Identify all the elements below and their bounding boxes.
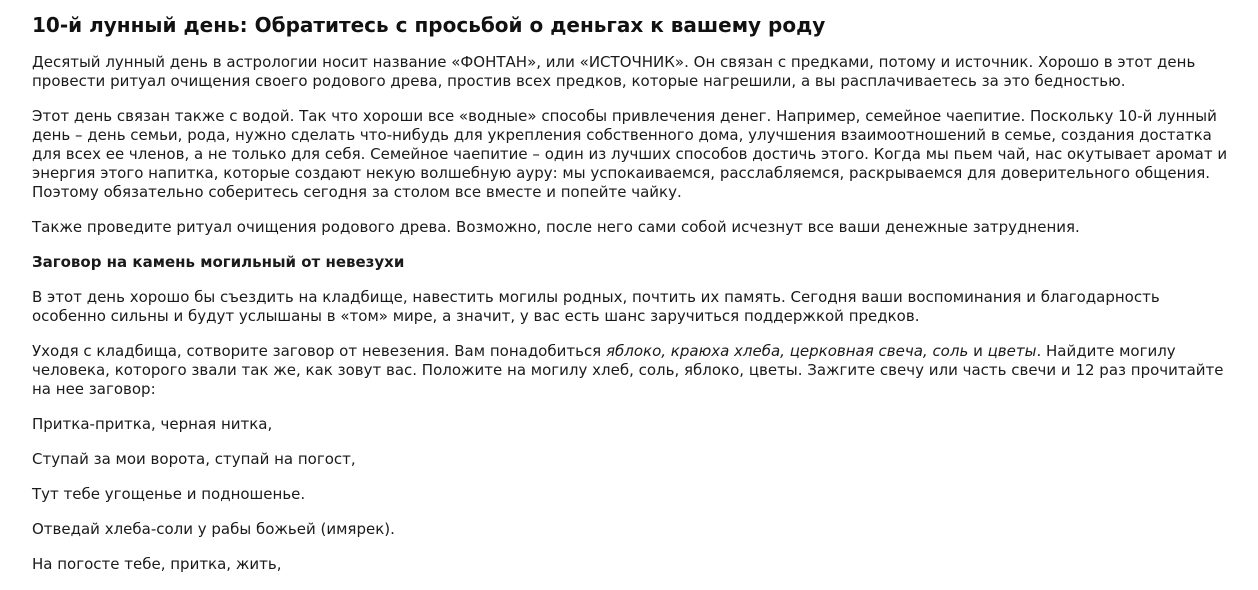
paragraph-ritual: Также проведите ритуал очищения родового древа. Возможно, после него сами собой исчезнут все ваши денежные затруднения. (32, 218, 1080, 236)
ingredient-flowers: цветы (987, 342, 1037, 360)
ingredients-list: яблоко, краюха хлеба, церковная свеча, соль (605, 342, 969, 360)
instructions-conjunction: и (968, 342, 988, 360)
article-title: 10-й лунный день: Обратитесь с просьбой о деньгах к вашему роду (32, 13, 826, 37)
article (32, 12, 1238, 590)
instructions-text-end: . Найдите могилу человека, которого звали так же, как зовут вас. Положите на могилу хлеб, соль, яблоко, цветы. Зажгите свечу или часть свечи и 12 раз прочитайте на нее заговор: (32, 342, 1224, 398)
paragraph-intro: Десятый лунный день в астрологии носит название «ФОНТАН», или «ИСТОЧНИК». Он связан с предками, потому и источник. Хорошо в этот день провести ритуал очищения своего родового древа, простив всех предков, которые нагрешили, а вы расплачиваетесь за это бедностью. (32, 53, 1196, 90)
paragraph-cemetery: В этот день хорошо бы съездить на кладбище, навестить могилы родных, почтить их память. Сегодня ваши воспоминания и благодарность особенно сильны и будут услышаны в «том» мире, а значит, у вас есть шанс заручиться поддержкой предков. (32, 288, 1160, 325)
verse-line: На погосте тебе, притка, жить, (32, 555, 282, 573)
verse-line: Притка-притка, черная нитка, (32, 415, 273, 433)
section-heading: Заговор на камень могильный от невезухи (32, 253, 405, 271)
verse-line: Тут тебе угощенье и подношенье. (32, 485, 306, 503)
paragraph-instructions (32, 342, 1238, 399)
verse-line: Отведай хлеба-соли у рабы божьей (имярек). (32, 520, 395, 538)
paragraph-water: Этот день связан также с водой. Так что хороши все «водные» способы привлечения денег. Например, семейное чаепитие. Поскольку 10-й лунный день – день семьи, рода, нужно сделать что-нибудь для укрепления собственного дома, улучшения взаимоотношений в семье, создания достатка для всех ее членов, а не только для себя. Семейное чаепитие – один из лучших способов достичь этого. Когда мы пьем чай, нас окутывает аромат и энергия этого напитка, которые создают некую волшебную ауру: мы успокаиваемся, расслабляемся, раскрываемся для доверительного общения. Поэтому обязательно соберитесь сегодня за столом все вместе и попейте чайку. (32, 107, 1228, 201)
verse-line: Ступай за мои ворота, ступай на погост, (32, 450, 356, 468)
instructions-text-start: Уходя с кладбища, сотворите заговор от невезения. Вам понадобиться (32, 342, 606, 360)
